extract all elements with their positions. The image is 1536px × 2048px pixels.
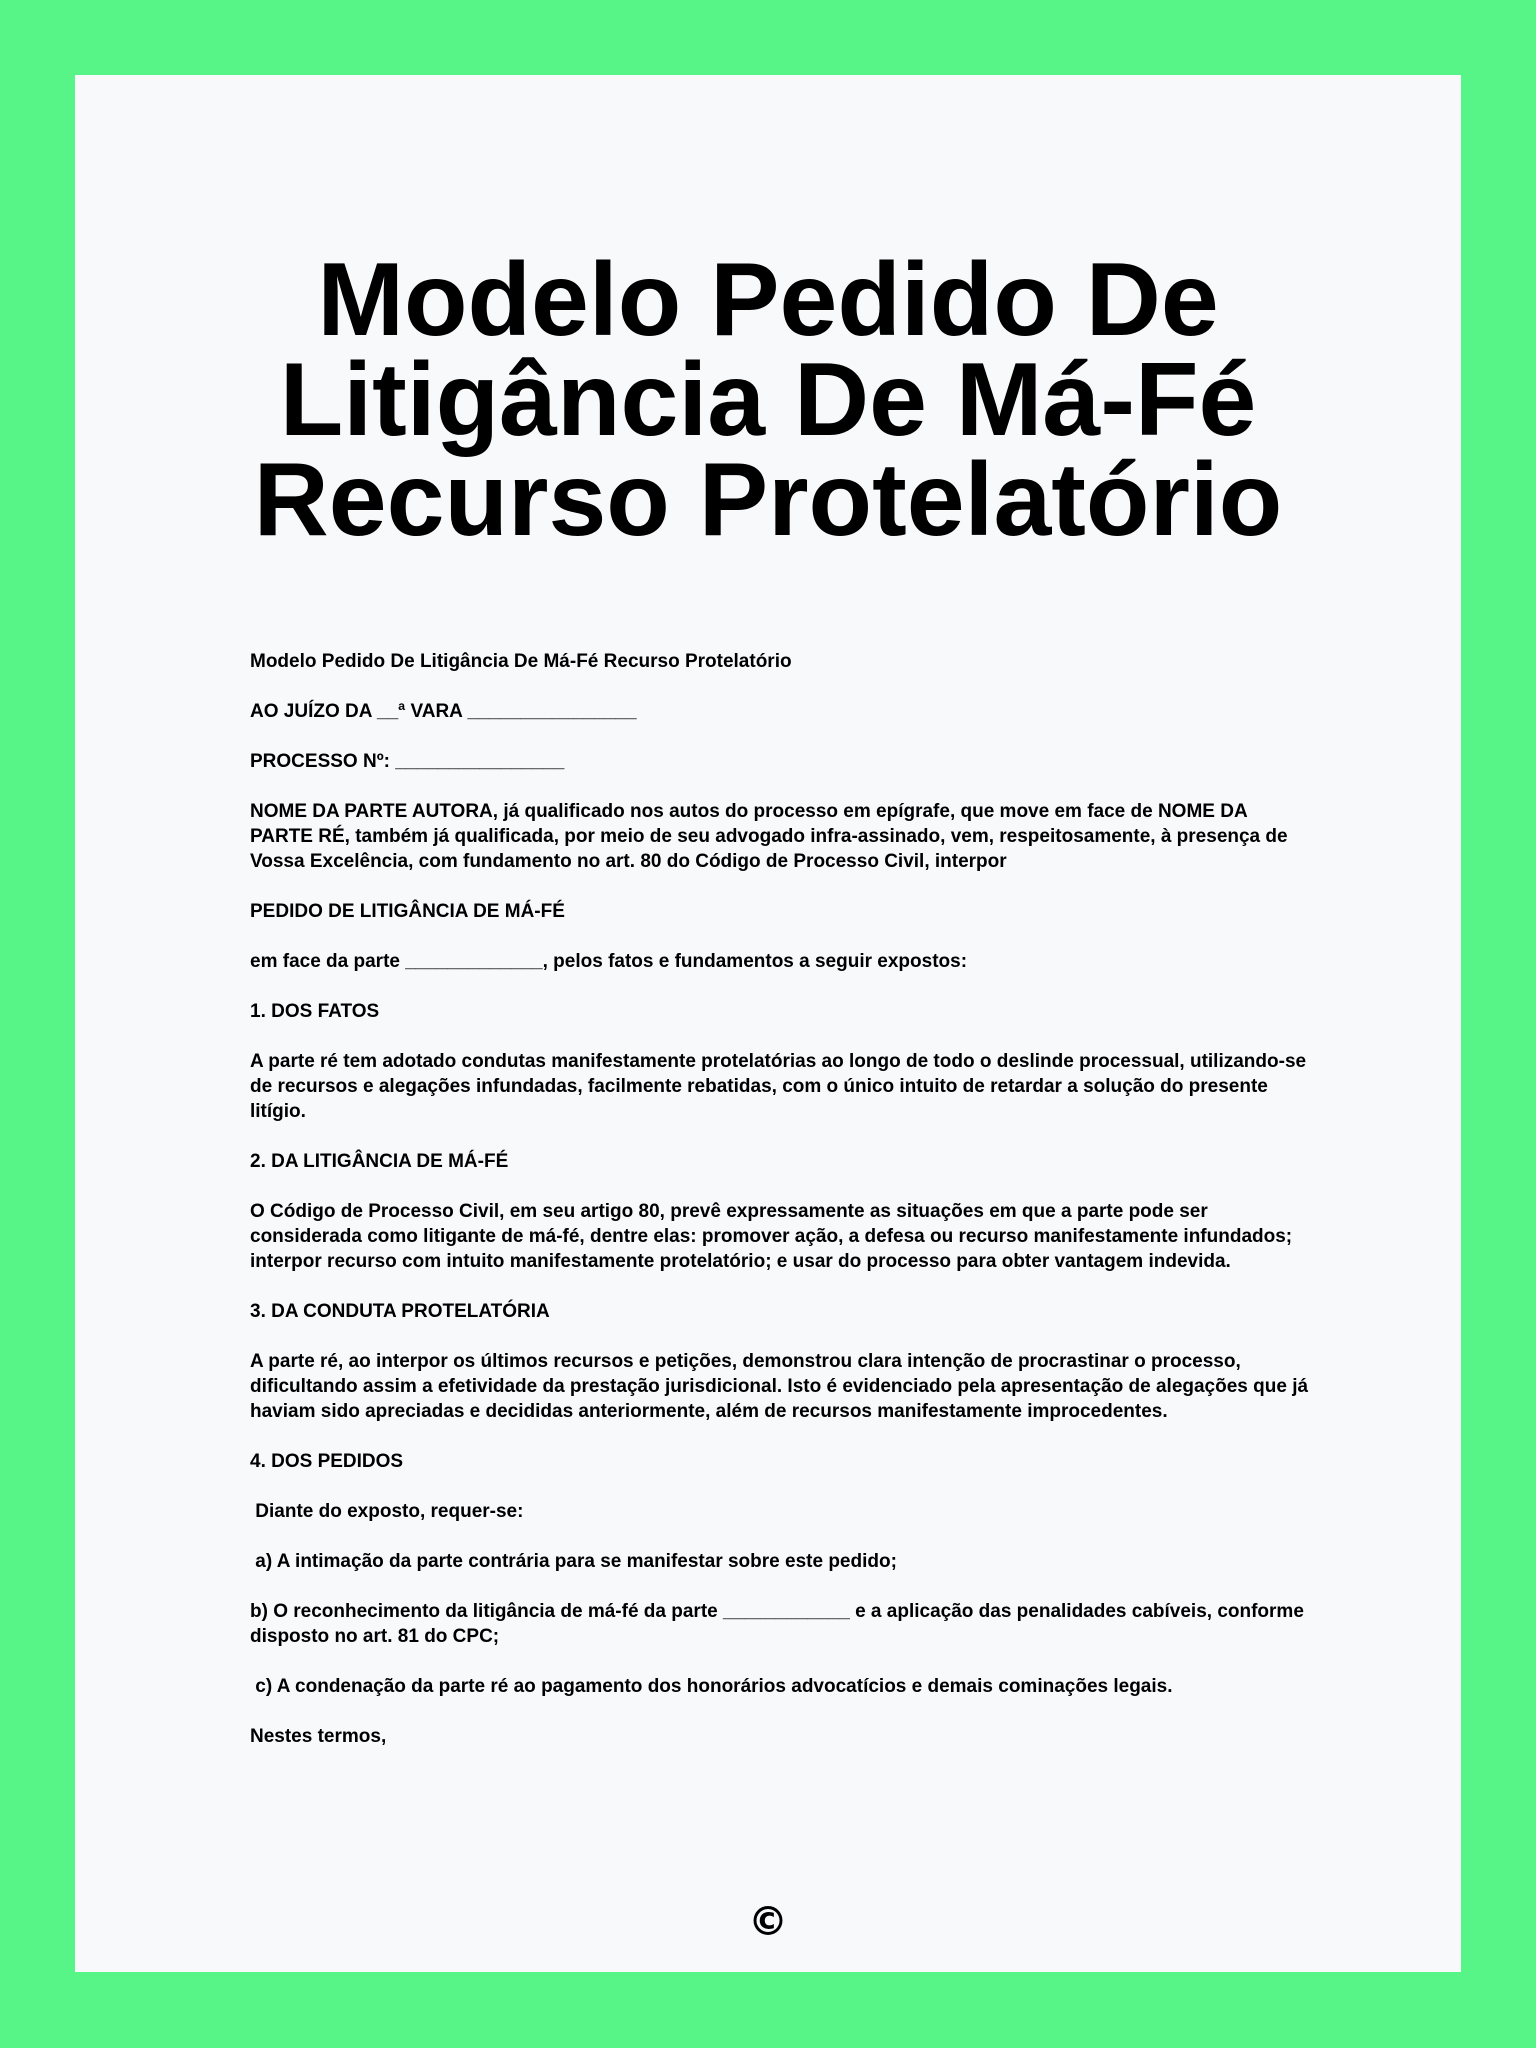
document-body xyxy=(250,649,1314,1774)
against-party-line: em face da parte _____________, pelos fatos e fundamentos a seguir expostos: xyxy=(250,951,968,972)
section-heading-facts: 1. DOS FATOS xyxy=(250,1001,380,1022)
bad-faith-paragraph: O Código de Processo Civil, em seu artigo 80, prevê expressamente as situações em que a parte pode ser considerada como litigante de má-fé, dentre elas: promover ação, a defesa ou recurso manifestamente infundados; interpor recurso com intuito manifestamente protelatório; e usar do processo para obter vantagem indevida. xyxy=(250,1201,1298,1272)
request-item-b: b) O reconhecimento da litigância de má-fé da parte ____________ e a aplicação das penalidades cabíveis, conforme disposto no art. 81 do CPC; xyxy=(250,1601,1310,1647)
section-heading-bad-faith: 2. DA LITIGÂNCIA DE MÁ-FÉ xyxy=(250,1151,509,1172)
facts-paragraph: A parte ré tem adotado condutas manifestamente protelatórias ao longo de todo o deslinde processual, utilizando-se de recursos e alegações infundadas, facilmente rebatidas, com o único intuito de retardar a solução do presente litígio. xyxy=(250,1051,1312,1122)
petition-heading: PEDIDO DE LITIGÂNCIA DE MÁ-FÉ xyxy=(250,901,565,922)
section-heading-requests: 4. DOS PEDIDOS xyxy=(250,1451,404,1472)
request-item-c: c) A condenação da parte ré ao pagamento dos honorários advocatícios e demais cominações legais. xyxy=(250,1676,1173,1697)
document-subtitle: Modelo Pedido De Litigância De Má-Fé Recurso Protelatório xyxy=(250,651,792,672)
document-page xyxy=(75,75,1461,1972)
closing-line: Nestes termos, xyxy=(250,1726,387,1747)
intro-paragraph: NOME DA PARTE AUTORA, já qualificado nos autos do processo em epígrafe, que move em face de NOME DA PARTE RÉ, também já qualificada, por meio de seu advogado infra-assinado, vem, respeitosamente, à presença de Vossa Excelência, com fundamento no art. 80 do Código de Processo Civil, interpor xyxy=(250,801,1293,872)
copyright-icon: © xyxy=(748,1899,788,1945)
process-number-line: PROCESSO Nº: ________________ xyxy=(250,751,565,772)
court-address-line: AO JUÍZO DA __ª VARA ________________ xyxy=(250,701,637,722)
page-title: Modelo Pedido De Litigância De Má-Fé Recurso Protelatório xyxy=(253,242,1283,558)
requests-intro: Diante do exposto, requer-se: xyxy=(250,1501,524,1522)
conduct-paragraph: A parte ré, ao interpor os últimos recursos e petições, demonstrou clara intenção de procrastinar o processo, dificultando assim a efetividade da prestação jurisdicional. Isto é evidenciado pela apresentação de alegações que já haviam sido apreciadas e decididas anteriormente, além de recursos manifestamente improcedentes. xyxy=(250,1351,1314,1422)
section-heading-conduct: 3. DA CONDUTA PROTELATÓRIA xyxy=(250,1301,550,1322)
request-item-a: a) A intimação da parte contrária para se manifestar sobre este pedido; xyxy=(250,1551,897,1572)
